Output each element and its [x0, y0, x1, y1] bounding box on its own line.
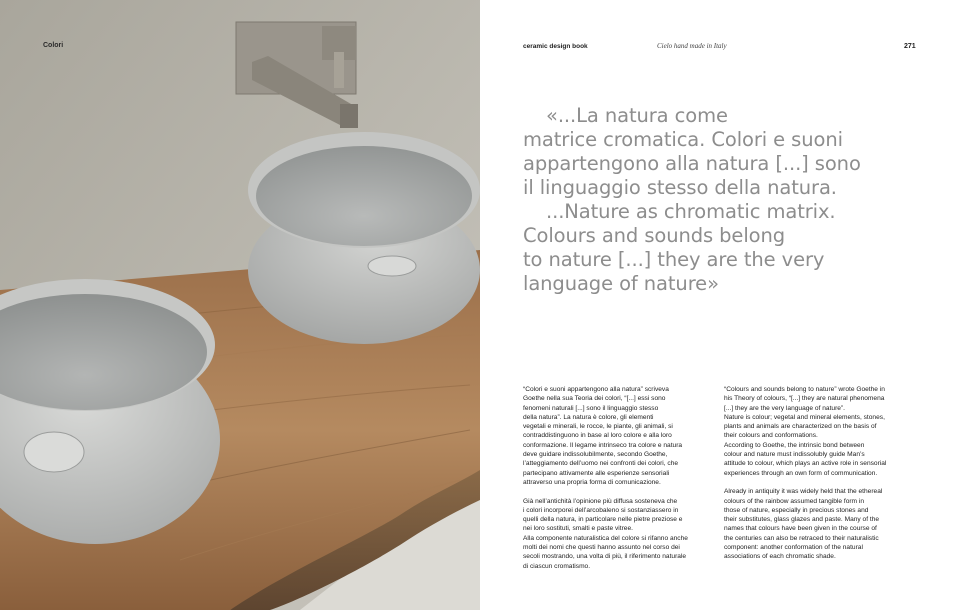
body-text-italian: [523, 385, 715, 571]
body-line: “Colours and sounds belong to nature” wrote Goethe in: [724, 386, 885, 393]
body-line: conformazione. Il legame intrinseco tra colore e natura: [523, 441, 683, 449]
page-number: 271: [904, 43, 916, 50]
body-line: Alla componente naturalistica del colore si rifanno anche: [523, 534, 688, 542]
text-page: [480, 0, 959, 610]
body-line: Goethe nella sua Teoria dei colori, “[...] essi sono: [523, 395, 666, 403]
body-line: fenomeni naturali [...] sono il linguaggio stesso: [523, 404, 659, 412]
body-line: component: another conformation of the natural: [724, 544, 863, 552]
quote-line: appartengono alla natura [...] sono: [523, 152, 861, 175]
quote-line: to nature [...] they are the very: [523, 248, 825, 271]
body-line: di ciascun cromatismo.: [523, 562, 591, 570]
body-line: nei loro sostituti, smalti e paste vitree.: [523, 525, 633, 533]
body-line: his Theory of colours, “[...] they are natural phenomena: [724, 395, 885, 403]
body-line: their substitutes, glass glazes and paste. Many of the: [724, 516, 880, 524]
pull-quote: [523, 104, 943, 296]
section-label: Colori: [43, 42, 64, 49]
body-line: deve guidare indissolubilmente, secondo Goethe,: [523, 451, 668, 459]
body-line: those of nature, especially in precious stones and: [724, 506, 869, 514]
quote-line: Colours and sounds belong: [523, 224, 786, 247]
body-line: names that colours have been given in the course of: [724, 525, 877, 533]
quote-line: «...La natura come: [546, 104, 728, 127]
body-line: secoli mostrando, una volta di più, il riferimento naturale: [523, 553, 687, 561]
running-tagline: Cielo hand made in Italy: [657, 42, 727, 50]
body-line: vegetali e minerali, le rocce, le piante, gli animali, si: [523, 423, 673, 431]
body-line: colour and nature must indissolubly guide Man’s: [724, 451, 865, 459]
book-title: ceramic design book: [523, 43, 588, 50]
body-line: della natura”. La natura è colore, gli elementi: [523, 413, 654, 421]
quote-line: ...Nature as chromatic matrix.: [546, 200, 836, 223]
body-line: quelli della natura, in particolare nelle pietre preziose e: [523, 516, 683, 524]
body-line: [...] they are the very language of nature”.: [724, 404, 845, 412]
paragraph-gap: [724, 478, 916, 487]
body-line: the centuries can also be retraced to their naturalistic: [724, 534, 879, 542]
quote-line: language of nature»: [523, 272, 719, 295]
body-line: “Colori e suoni appartengono alla natura” scriveva: [523, 386, 669, 393]
body-line: contraddistinguono in base al loro colore e alla loro: [523, 432, 672, 440]
body-line: experiences through an own form of communication.: [724, 469, 878, 477]
paragraph-gap: [523, 487, 715, 496]
body-line: colours of the rainbow assumed tangible form in: [724, 497, 865, 505]
body-line: Nature is colour; vegetal and mineral elements, stones,: [724, 413, 885, 421]
body-line: attraverso una propria forma di comunicazione.: [523, 478, 661, 486]
quote-line: matrice cromatica. Colori e suoni: [523, 128, 843, 151]
body-line: their colours and conformations.: [724, 432, 818, 440]
body-line: According to Goethe, the intrinsic bond between: [724, 441, 865, 449]
body-line: attitude to colour, which plays an active role in sensorial: [724, 460, 887, 468]
body-line: molti dei nomi che questi hanno assunto nel corso dei: [523, 544, 680, 552]
body-line: Already in antiquity it was widely held that the ethereal: [724, 488, 883, 496]
body-line: Già nell’antichità l’opinione più diffusa sosteneva che: [523, 497, 678, 505]
body-text-english: [724, 385, 916, 562]
body-line: i colori incorporei dell’arcobaleno si sostanziassero in: [523, 506, 679, 514]
quote-line: il linguaggio stesso della natura.: [523, 176, 837, 199]
body-line: associations of each chromatic shade.: [724, 553, 836, 561]
body-line: l’atteggiamento dell’uomo nei confronti dei colori, che: [523, 460, 679, 468]
body-line: plants and animals are characterized on the basis of: [724, 423, 877, 431]
body-line: partecipano attivamente alle esperienze sensoriali: [523, 469, 670, 477]
